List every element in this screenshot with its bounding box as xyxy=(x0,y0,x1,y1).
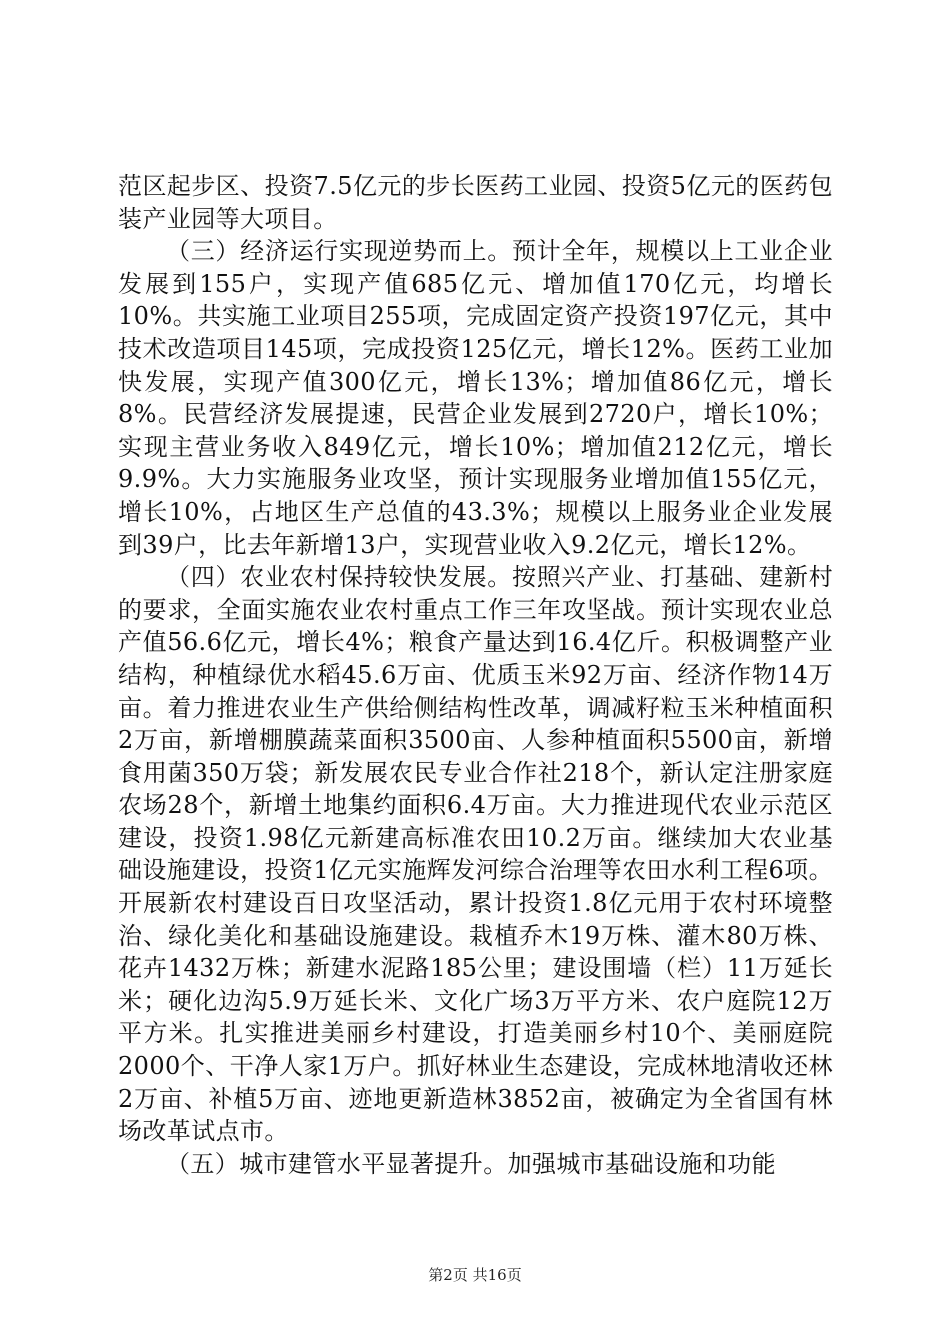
paragraph-continuation: 范区起步区、投资7.5亿元的步长医药工业园、投资5亿元的医药包装产业园等大项目。 xyxy=(118,172,833,233)
page-footer: 第2页 共16页 xyxy=(428,1266,522,1284)
paragraph-economy: （三）经济运行实现逆势而上。预计全年，规模以上工业企业发展到155户，实现产值685亿元、增加值170亿元，均增长10%。共实施工业项目255项，完成固定资产投资197亿元，其中技术改造项目145项，完成投资125亿元，增长12%。医药工业加快发展，实现产值300亿元，增长13%；增加值86亿元，增长8%。民营经济发展提速，民营企业发展到2720户，增长10%；实现主营业务收入849亿元，增长10%；增加值212亿元，增长9.9%。大力实施服务业攻坚，预计实现服务业增加值155亿元，增长10%，占地区生产总值的43.3%；规模以上服务业企业发展到39户，比去年新增13户，实现营业收入9.2亿元，增长12%。 xyxy=(118,237,833,559)
document-body xyxy=(118,170,833,1180)
paragraph-urban: （五）城市建管水平显著提升。加强城市基础设施和功能 xyxy=(166,1149,776,1178)
paragraph-agriculture: （四）农业农村保持较快发展。按照兴产业、打基础、建新村的要求，全面实施农业农村重点工作三年攻坚战。预计实现农业总产值56.6亿元，增长4%；粮食产量达到16.4亿斤。积极调整产业结构，种植绿优水稻45.6万亩、优质玉米92万亩、经济作物14万亩。着力推进农业生产供给侧结构性改革，调减籽粒玉米种植面积2万亩，新增棚膜蔬菜面积3500亩、人参种植面积5500亩，新增食用菌350万袋；新发展农民专业合作社218个，新认定注册家庭农场28个，新增土地集约面积6.4万亩。大力推进现代农业示范区建设，投资1.98亿元新建高标准农田10.2万亩。继续加大农业基础设施建设，投资1亿元实施辉发河综合治理等农田水利工程6项。开展新农村建设百日攻坚活动，累计投资1.8亿元用于农村环境整治、绿化美化和基础设施建设。栽植乔木19万株、灌木80万株、花卉1432万株；新建水泥路185公里；建设围墙（栏）11万延长米；硬化边沟5.9万延长米、文化广场3万平方米、农户庭院12万平方米。扎实推进美丽乡村建设，打造美丽乡村10个、美丽庭院2000个、干净人家1万户。抓好林业生态建设，完成林地清收还林2万亩、补植5万亩、迹地更新造林3852亩，被确定为全省国有林场改革试点市。 xyxy=(118,563,833,1146)
